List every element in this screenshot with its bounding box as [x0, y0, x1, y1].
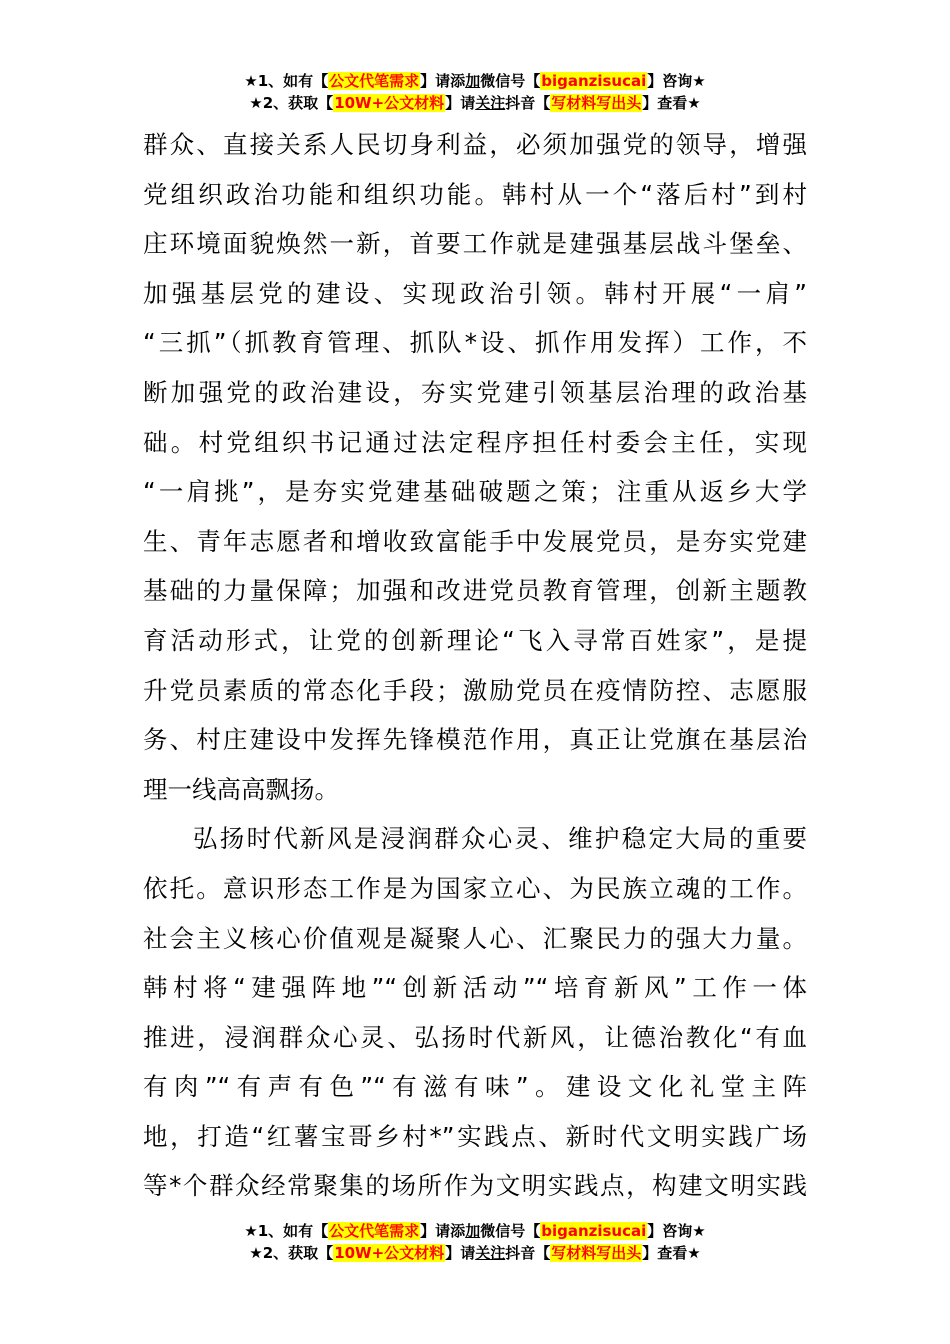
body-line: 育活动形式，让党的创新理论“飞入寻常百姓家”，是提: [143, 625, 807, 655]
highlight-wechat-id: biganzisucai: [541, 1222, 647, 1240]
highlight-douyin-account: 写材料写出头: [551, 94, 642, 112]
highlight-materials: 10W+公文材料: [334, 94, 445, 112]
highlight-wechat-id: biganzisucai: [541, 72, 647, 90]
banner-line-2: ★2、获取【10W+公文材料】请关注抖音【写材料写出头】查看★: [249, 1244, 701, 1262]
banner-line-1: ★1、如有【公文代笔需求】请添加微信号【biganzisucai】咨询★: [244, 1222, 706, 1240]
body-line: 等*个群众经常聚集的场所作为文明实践点，构建文明实践: [143, 1171, 807, 1201]
body-line: 社会主义核心价值观是凝聚人心、汇聚民力的强大力量。: [143, 923, 807, 953]
body-line: 基础的力量保障；加强和改进党员教育管理，创新主题教: [143, 576, 807, 606]
highlight-materials: 10W+公文材料: [334, 1244, 445, 1262]
body-line: 断加强党的政治建设，夯实党建引领基层治理的政治基: [143, 377, 807, 407]
highlight-douyin-account: 写材料写出头: [551, 1244, 642, 1262]
body-line: 地，打造“红薯宝哥乡村*”实践点、新时代文明实践广场: [143, 1121, 807, 1151]
body-line: 础。村党组织书记通过法定程序担任村委会主任，实现: [143, 427, 807, 457]
body-line: 韩村将“建强阵地”“创新活动”“培育新风”工作一体: [143, 973, 807, 1003]
body-line: 加强基层党的建设、实现政治引领。韩村开展“一肩”: [143, 278, 807, 308]
body-line: 理一线高高飘扬。: [143, 774, 339, 804]
header-banner: [0, 70, 950, 114]
body-line: 升党员素质的常态化手段；激励党员在疫情防控、志愿服: [143, 675, 807, 705]
banner-line-1: ★1、如有【公文代笔需求】请添加微信号【biganzisucai】咨询★: [244, 72, 706, 90]
paragraph-start-line: 弘扬时代新风是浸润群众心灵、维护稳定大局的重要: [193, 824, 807, 854]
body-line: 务、村庄建设中发挥先锋模范作用，真正让党旗在基层治: [143, 725, 807, 755]
body-line: 有肉”“有声有色”“有滋有味”。建设文化礼堂主阵: [143, 1072, 807, 1102]
footer-banner: [0, 1220, 950, 1264]
body-line: 依托。意识形态工作是为国家立心、为民族立魂的工作。: [143, 873, 807, 903]
body-line: 推进，浸润群众心灵、弘扬时代新风，让德治教化“有血: [143, 1022, 807, 1052]
highlight-service: 公文代笔需求: [329, 1222, 420, 1240]
document-body: [143, 120, 807, 1211]
body-line: 生、青年志愿者和增收致富能手中发展党员，是夯实党建: [143, 526, 807, 556]
banner-line-2: ★2、获取【10W+公文材料】请关注抖音【写材料写出头】查看★: [249, 94, 701, 112]
body-line: 庄环境面貌焕然一新，首要工作就是建强基层战斗堡垒、: [143, 229, 807, 259]
body-line: “三抓”（抓教育管理、抓队*设、抓作用发挥）工作，不: [143, 328, 807, 358]
body-line: “一肩挑”，是夯实党建基础破题之策；注重从返乡大学: [143, 477, 807, 507]
body-line: 党组织政治功能和组织功能。韩村从一个“落后村”到村: [143, 179, 807, 209]
highlight-service: 公文代笔需求: [329, 72, 420, 90]
body-line: 群众、直接关系人民切身利益，必须加强党的领导，增强: [143, 130, 807, 159]
